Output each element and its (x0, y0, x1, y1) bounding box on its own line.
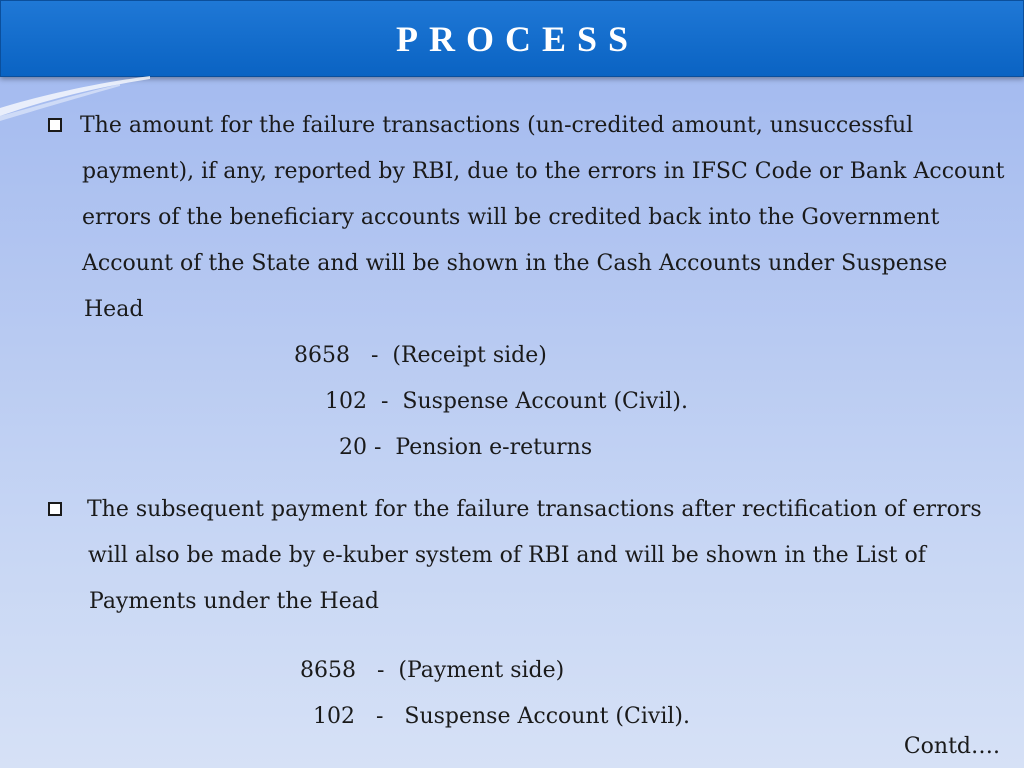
bullet2-line2: will also be made by e-kuber system of RBI and will be shown in the List of (88, 543, 926, 568)
bullet1-line5: Head (84, 297, 144, 322)
bullet1-line2: payment), if any, reported by RBI, due to the errors in IFSC Code or Bank Account (82, 159, 1005, 184)
bullet1-head-code-1: 8658 - (Receipt side) (294, 343, 547, 368)
slide-title: PROCESS (395, 18, 640, 59)
bullet1-head-code-3: 20 - Pension e-returns (339, 435, 593, 460)
checkbox-bullet-icon (48, 118, 62, 132)
title-bar (0, 0, 1024, 77)
bullet2-line1: The subsequent payment for the failure transactions after rectification of errors (87, 497, 982, 522)
bullet1-line1: The amount for the failure transactions (un-credited amount, unsuccessful (80, 113, 914, 138)
bullet2-line3: Payments under the Head (89, 589, 379, 614)
bullet1-line3: errors of the beneficiary accounts will be credited back into the Government (82, 205, 940, 230)
bullet1-line4: Account of the State and will be shown in the Cash Accounts under Suspense (82, 251, 948, 276)
bullet1-head-code-2: 102 - Suspense Account (Civil). (325, 389, 688, 414)
bullet2-head-code-1: 8658 - (Payment side) (300, 658, 565, 683)
continued-label: Contd…. (903, 734, 1000, 759)
bullet2-head-code-2: 102 - Suspense Account (Civil). (313, 704, 690, 729)
checkbox-bullet-icon (48, 502, 62, 516)
